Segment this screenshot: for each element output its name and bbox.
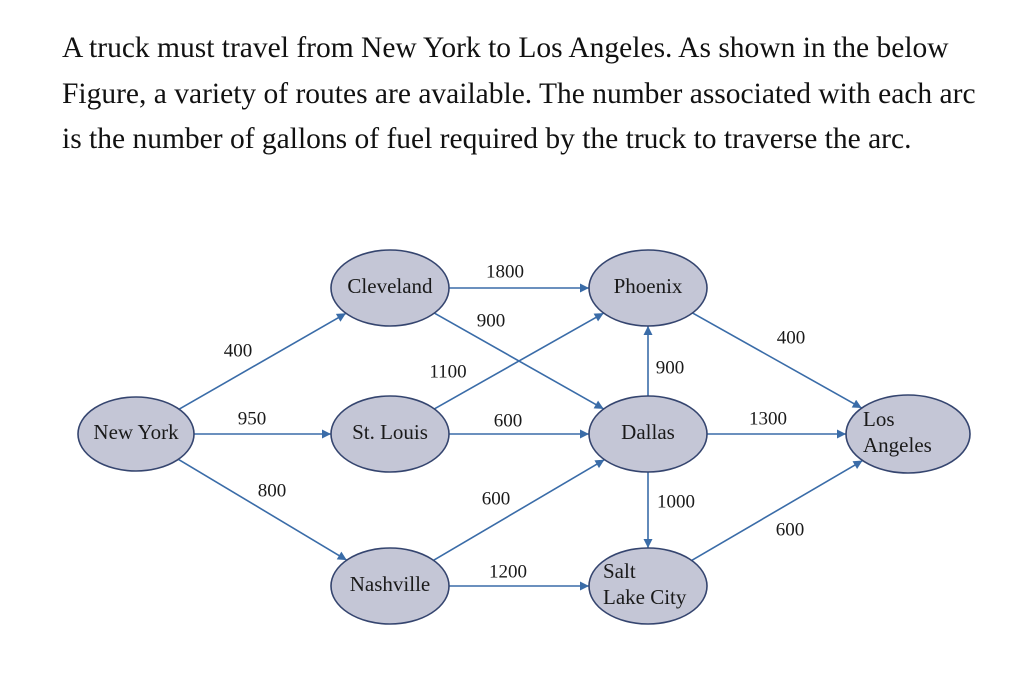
edge-label-slc-la: 600: [775, 519, 805, 541]
edge-label-cleveland-dallas: 900: [476, 310, 506, 332]
edge-arrow-slc-la: [692, 461, 863, 561]
edge-arrow-ny-nashville: [178, 459, 346, 560]
node-cleveland: [331, 250, 449, 326]
edge-label-dallas-slc: 1000: [657, 491, 695, 513]
problem-statement: A truck must travel from New York to Los Angeles. As shown in the below Figure, a variety of routes are available. The number associated with each arc is the number of gallons of fuel required by the truck to traverse the arc.: [62, 32, 976, 155]
node-nashville: [331, 548, 449, 624]
node-label-nashville: Nashville: [349, 571, 431, 596]
edge-arrow-ny-cleveland: [179, 313, 346, 409]
node-dallas: [589, 396, 707, 472]
node-label-phoenix: Phoenix: [613, 273, 683, 298]
edge-label-nashville-slc: 1200: [489, 561, 527, 583]
node-label-la: Los: [863, 406, 895, 431]
edges: [178, 288, 862, 586]
edge-labels: [224, 261, 806, 582]
node-label-ny: New York: [93, 419, 179, 444]
node-la: [846, 395, 970, 473]
node-label-cleveland: Cleveland: [347, 273, 433, 298]
node-slc: [589, 548, 707, 624]
edge-label-nashville-dallas: 600: [481, 488, 511, 510]
edge-label-phoenix-la: 400: [776, 327, 806, 349]
node-stlouis: [331, 396, 449, 472]
edge-label-stlouis-dallas: 600: [493, 410, 523, 432]
edge-label-dallas-phoenix: 900: [655, 357, 685, 379]
node-label-dallas: Dallas: [621, 419, 675, 444]
node-label-la: Angeles: [863, 432, 932, 457]
node-ny: [78, 397, 194, 471]
edge-label-ny-nashville: 800: [257, 480, 287, 502]
edge-label-stlouis-phoenix: 1100: [429, 361, 467, 383]
node-label-stlouis: St. Louis: [352, 419, 428, 444]
edge-label-ny-cleveland: 400: [223, 340, 253, 362]
edge-label-dallas-la: 1300: [749, 408, 787, 430]
node-label-slc: Salt: [603, 558, 636, 583]
edge-label-cleveland-phoenix: 1800: [486, 261, 524, 283]
node-phoenix: [589, 250, 707, 326]
edge-arrow-nashville-dallas: [434, 460, 605, 561]
edge-label-ny-stlouis: 950: [237, 408, 267, 430]
node-label-slc: Lake City: [603, 584, 687, 609]
